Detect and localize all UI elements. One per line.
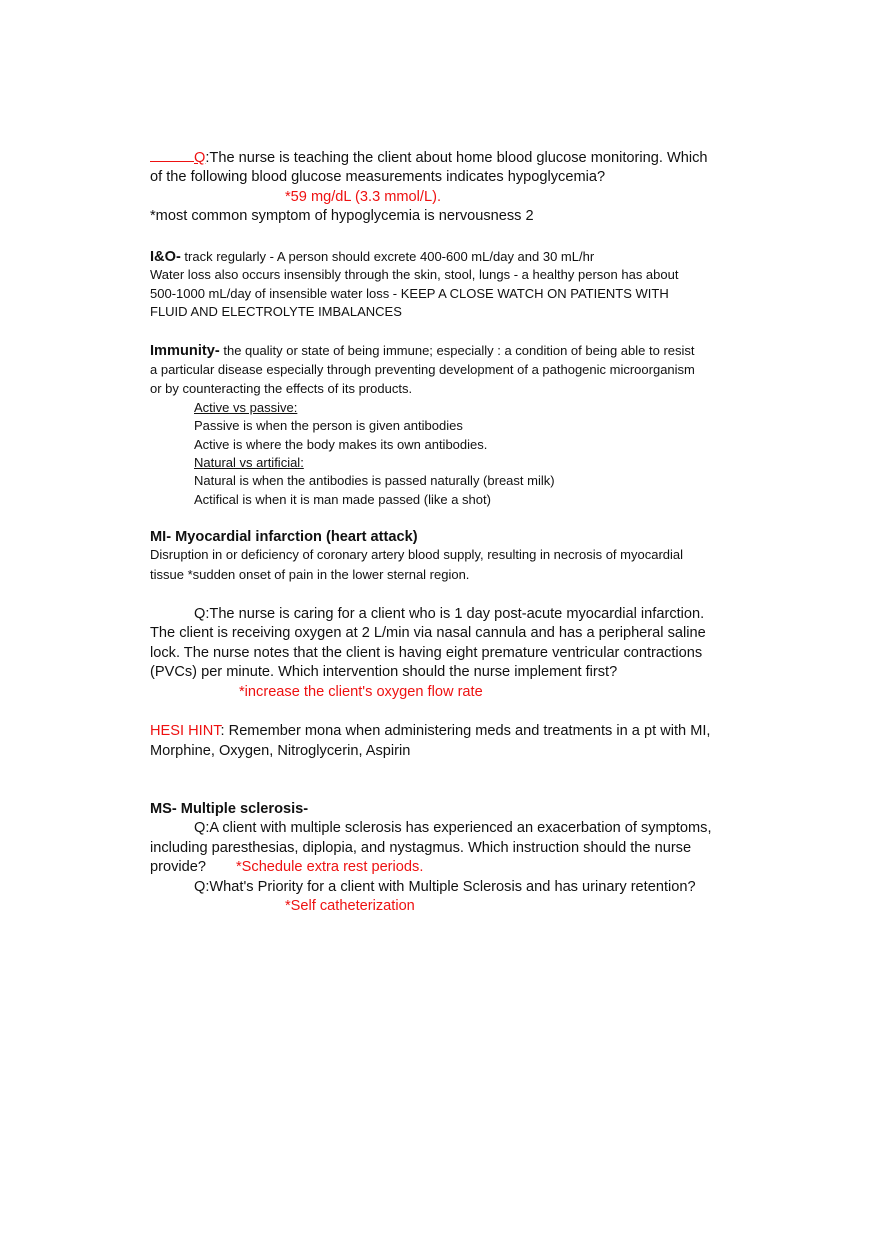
- immunity-heading: Immunity-: [150, 343, 220, 359]
- question-text: :The nurse is teaching the client about home blood glucose monitoring. Which: [205, 150, 708, 166]
- glucose-question-line-2: of the following blood glucose measurements indicates hypoglycemia?: [150, 169, 606, 185]
- ms-question-2-answer: *Self catheterization: [285, 898, 415, 914]
- hesi-hint-text: : Remember mona when administering meds and treatments in a pt with MI,: [220, 723, 711, 739]
- hesi-hint-label: HESI HINT: [150, 723, 221, 739]
- glucose-question-line-1: [150, 149, 708, 169]
- immunity-text: the quality or state of being immune; especially : a condition of being able to resist: [219, 343, 695, 358]
- natural-definition: Natural is when the antibodies is passed naturally (breast milk): [194, 473, 555, 488]
- active-passive-heading: Active vs passive:: [194, 400, 298, 415]
- mi-answer: *increase the client's oxygen flow rate: [239, 684, 483, 700]
- mi-definition-line-1: Disruption in or deficiency of coronary artery blood supply, resulting in necrosis of myocardial: [150, 547, 684, 562]
- ms-question-1-provide: provide?: [150, 859, 206, 875]
- question-marker: Q: [194, 150, 206, 166]
- io-line-3: 500-1000 mL/day of insensible water loss - KEEP A CLOSE WATCH ON PATIENTS WITH: [150, 286, 669, 301]
- glucose-answer: *59 mg/dL (3.3 mmol/L).: [285, 189, 441, 205]
- io-text: track regularly - A person should excrete 400-600 mL/day and 30 mL/hr: [180, 249, 595, 264]
- artificial-definition: Actifical is when it is man made passed (like a shot): [194, 492, 491, 507]
- passive-definition: Passive is when the person is given antibodies: [194, 418, 463, 433]
- hesi-hint-line-1: [150, 722, 710, 742]
- answer-blank: [150, 160, 194, 162]
- mi-question-line-3: lock. The nurse notes that the client is having eight premature ventricular contractions: [150, 645, 703, 661]
- immunity-line-2: a particular disease especially through preventing development of a pathogenic microorganism: [150, 362, 695, 377]
- active-definition: Active is where the body makes its own antibodies.: [194, 437, 488, 452]
- ms-heading: MS- Multiple sclerosis-: [150, 801, 309, 817]
- io-line-2: Water loss also occurs insensibly through the skin, stool, lungs - a healthy person has about: [150, 267, 679, 282]
- io-heading: I&O-: [150, 249, 181, 265]
- mi-definition-line-2: tissue *sudden onset of pain in the lower sternal region.: [150, 567, 470, 582]
- glucose-note: *most common symptom of hypoglycemia is nervousness 2: [150, 208, 534, 224]
- mi-question-line-1: Q:The nurse is caring for a client who is 1 day post-acute myocardial infarction.: [194, 606, 705, 622]
- ms-question-1-line-2: including paresthesias, diplopia, and nystagmus. Which instruction should the nurse: [150, 840, 692, 856]
- io-line-1: [150, 248, 594, 267]
- immunity-line-3: or by counteracting the effects of its products.: [150, 381, 413, 396]
- natural-artificial-heading: Natural vs artificial:: [194, 455, 304, 470]
- ms-question-1-line-1: Q:A client with multiple sclerosis has experienced an exacerbation of symptoms,: [194, 820, 712, 836]
- mi-question-line-2: The client is receiving oxygen at 2 L/min via nasal cannula and has a peripheral saline: [150, 625, 706, 641]
- immunity-line-1: [150, 342, 695, 361]
- mi-question-line-4: (PVCs) per minute. Which intervention should the nurse implement first?: [150, 664, 618, 680]
- io-line-4: FLUID AND ELECTROLYTE IMBALANCES: [150, 304, 402, 319]
- ms-question-2: Q:What's Priority for a client with Multiple Sclerosis and has urinary retention?: [194, 879, 696, 895]
- mi-heading: MI- Myocardial infarction (heart attack): [150, 529, 418, 545]
- hesi-hint-line-2: Morphine, Oxygen, Nitroglycerin, Aspirin: [150, 743, 411, 759]
- ms-question-1-answer: *Schedule extra rest periods.: [235, 859, 424, 875]
- ms-question-1-line-3: [150, 858, 423, 878]
